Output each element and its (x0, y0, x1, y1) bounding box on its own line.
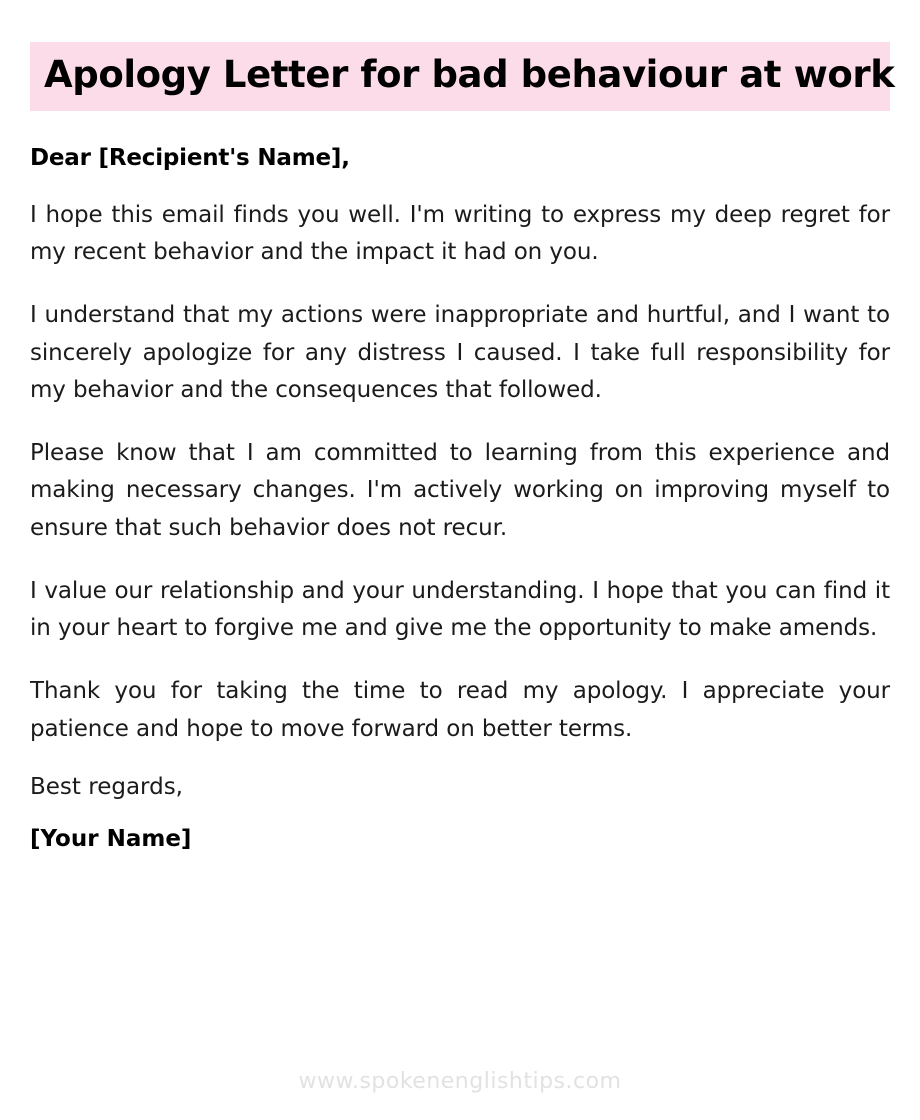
letter-body (30, 145, 890, 852)
watermark: www.spokenenglishtips.com (298, 1069, 622, 1094)
paragraph: Please know that I am committed to learning from this experience and making necessary changes. I'm actively working on improving myself to ensure that such behavior does not recur. (30, 440, 890, 541)
paragraph: I value our relationship and your understanding. I hope that you can find it in your heart to forgive me and give me the opportunity to make amends. (30, 577, 890, 642)
paragraph: I hope this email finds you well. I'm writing to express my deep regret for my recent behavior and the impact it had on you. (30, 201, 890, 266)
paragraph: I understand that my actions were inappropriate and hurtful, and I want to sincerely apologize for any distress I caused. I take full responsibility for my behavior and the consequences that followed. (30, 302, 890, 403)
paragraph-spacer (30, 409, 890, 435)
paragraph-spacer (30, 547, 890, 573)
paragraph-spacer (30, 171, 890, 197)
paragraph-spacer (30, 647, 890, 673)
title-banner (30, 42, 895, 111)
page-title: Apology Letter for bad behaviour at work (44, 53, 895, 96)
paragraph: Thank you for taking the time to read my apology. I appreciate your patience and hope to move forward on better terms. (30, 678, 890, 742)
salutation: Dear [Recipient's Name], (30, 144, 350, 171)
paragraph-spacer (30, 271, 890, 297)
closing-line: Best regards, (30, 773, 183, 800)
signature-line: [Your Name] (30, 825, 192, 852)
